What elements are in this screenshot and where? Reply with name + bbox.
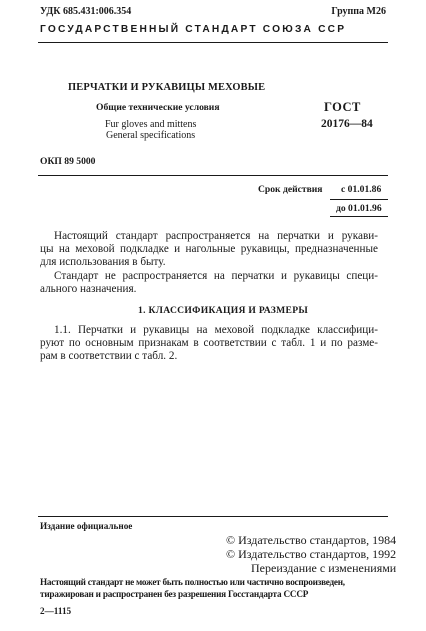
intro-paragraph-2 xyxy=(40,270,378,296)
english-title-line-2: General specifications xyxy=(106,130,196,141)
text-line: ального назначения. xyxy=(40,283,137,296)
validity-label: Срок действия xyxy=(258,184,323,195)
gost-number: 20176—84 xyxy=(321,118,373,130)
text-line: 1.1. Перчатки и рукавицы на меховой подкладке классифици- xyxy=(54,324,378,336)
print-code: 2—1115 xyxy=(40,606,72,616)
document-subtitle: Общие технические условия xyxy=(96,102,220,113)
okp-code: ОКП 89 5000 xyxy=(40,156,96,167)
udk-code: УДК 685.431:006.354 xyxy=(40,6,132,17)
validity-from: с 01.01.86 xyxy=(341,184,382,195)
gost-label: ГОСТ xyxy=(324,100,361,114)
official-edition-label: Издание официальное xyxy=(40,521,133,531)
text-line: цы на меховой подкладке и нагольные рукавицы, предназначенные xyxy=(40,243,378,256)
validity-rule xyxy=(330,199,388,200)
text-line: руют по основным признакам в соответствии с табл. 1 и по разме- xyxy=(40,337,378,350)
okp-rule xyxy=(38,175,388,176)
document-title: ПЕРЧАТКИ И РУКАВИЦЫ МЕХОВЫЕ xyxy=(68,82,266,93)
section-heading: 1. КЛАССИФИКАЦИЯ И РАЗМЕРЫ xyxy=(138,305,309,316)
footer-rule xyxy=(38,516,388,517)
reprint-note: Переиздание с изменениями xyxy=(251,561,397,575)
section-paragraph xyxy=(40,324,378,364)
intro-paragraph-1 xyxy=(40,230,378,270)
text-line: рам в соответствии с табл. 2. xyxy=(40,350,178,363)
copyright-1984: © Издательство стандартов, 1984 xyxy=(226,533,397,547)
validity-to: до 01.01.96 xyxy=(336,203,382,214)
text-line: Настоящий стандарт распространяется на перчатки и рукави- xyxy=(54,230,378,242)
group-code: Группа М26 xyxy=(331,6,386,17)
text-line: Стандарт не распространяется на перчатки и рукавицы специ- xyxy=(54,270,378,282)
validity-rule-bottom xyxy=(330,216,388,217)
state-standard-heading: ГОСУДАРСТВЕННЫЙ СТАНДАРТ СОЮЗА ССР xyxy=(40,24,347,35)
copyright-1992: © Издательство стандартов, 1992 xyxy=(226,547,397,561)
copyright-notice-line-1: Настоящий стандарт не может быть полностью или частично воспроизведен, xyxy=(40,577,345,587)
copyright-notice-line-2: тиражирован и распространен без разрешения Госстандарта СССР xyxy=(40,589,309,599)
header-rule xyxy=(38,42,388,43)
english-title-line-1: Fur gloves and mittens xyxy=(105,119,197,130)
text-line: для использования в быту. xyxy=(40,256,166,269)
